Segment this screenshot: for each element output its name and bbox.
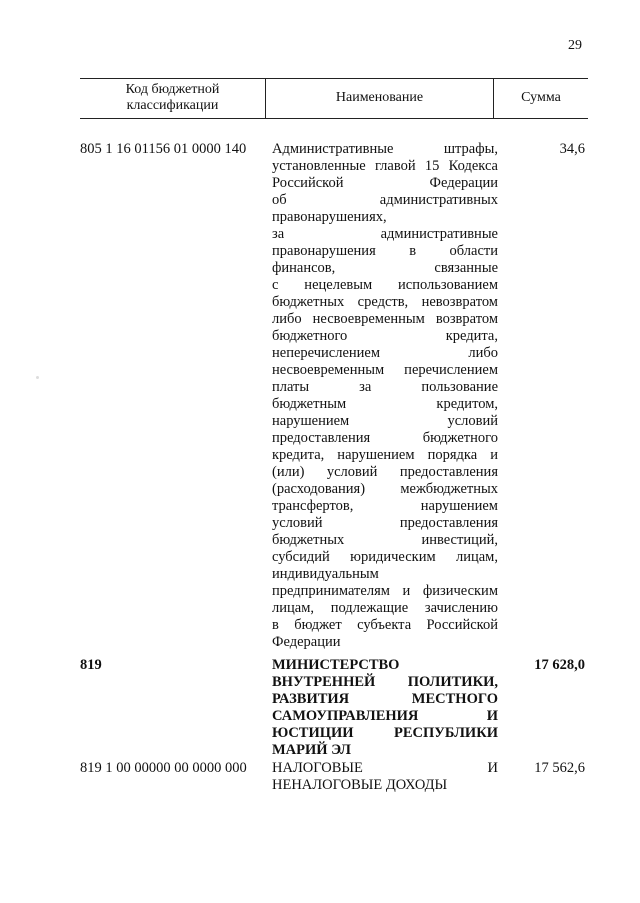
row-1-name-line: установленные главой 15 Кодекса — [272, 158, 498, 174]
row-1-name-line: условий предоставления — [272, 515, 498, 531]
header-code-line-1: Код бюджетной — [125, 82, 220, 97]
row-3-name-line: НАЛОГОВЫЕ И — [272, 760, 498, 776]
row-1-name-line: в бюджет субъекта Российской — [272, 617, 498, 633]
row-1-name-line: правонарушениях, — [272, 209, 387, 225]
row-1-name-line: трансфертов, нарушением — [272, 498, 498, 514]
row-2-name-line: ВНУТРЕННЕЙ ПОЛИТИКИ, — [272, 674, 498, 690]
row-2-name-line: ЮСТИЦИИ РЕСПУБЛИКИ — [272, 725, 498, 741]
row-1-name-line: (или) условий предоставления — [272, 464, 498, 480]
row-2-name-line: МАРИЙ ЭЛ — [272, 742, 351, 758]
header-sum: Сумма — [521, 90, 561, 105]
row-2-name — [272, 657, 498, 759]
row-1-name-line: об административных — [272, 192, 498, 208]
row-2-name-line: РАЗВИТИЯ МЕСТНОГО — [272, 691, 498, 707]
row-1-name-line: предпринимателям и физическим — [272, 583, 498, 599]
header-bottom-rule — [80, 118, 588, 119]
row-1-name-line: правонарушения в области — [272, 243, 498, 259]
row-2-name-line: САМОУПРАВЛЕНИЯ И — [272, 708, 498, 724]
row-1-name-line: Федерации — [272, 634, 341, 650]
row-1-name-line: бюджетных средств, невозвратом — [272, 294, 498, 310]
row-1-name-line: бюджетных инвестиций, — [272, 532, 498, 548]
row-1-name-line: лицам, подлежащие зачислению — [272, 600, 498, 616]
row-2-sum: 17 628,0 — [534, 657, 585, 673]
row-2-name-line: МИНИСТЕРСТВО — [272, 657, 400, 673]
row-1-name-line: бюджетным кредитом, — [272, 396, 498, 412]
row-2-code: 819 — [80, 657, 102, 673]
row-1-name-line: (расходования) межбюджетных — [272, 481, 498, 497]
row-1-name-line: за административные — [272, 226, 498, 242]
page-number: 29 — [568, 38, 582, 53]
row-1-name-line: субсидий юридическим лицам, — [272, 549, 498, 565]
row-1-name-line: предоставления бюджетного — [272, 430, 498, 446]
header-code-line-2: классификации — [126, 98, 219, 113]
row-1-name-line: с нецелевым использованием — [272, 277, 498, 293]
row-1-code: 805 1 16 01156 01 0000 140 — [80, 141, 247, 157]
header-name: Наименование — [335, 90, 424, 105]
row-1-name — [272, 141, 498, 651]
row-1-name-line: либо несвоевременным возвратом — [272, 311, 498, 327]
row-1-name-line: финансов, связанные — [272, 260, 498, 276]
row-1-name-line: бюджетного кредита, — [272, 328, 498, 344]
row-3-sum: 17 562,6 — [534, 760, 585, 776]
scan-speck — [36, 376, 39, 379]
header-code — [80, 78, 265, 118]
row-1-name-line: неперечислением либо — [272, 345, 498, 361]
row-1-name-line: нарушением условий — [272, 413, 498, 429]
row-1-name-line: Административные штрафы, — [272, 141, 498, 157]
row-1-name-line: кредита, нарушением порядка и — [272, 447, 498, 463]
row-1-sum: 34,6 — [559, 141, 585, 157]
row-3-name — [272, 760, 498, 794]
row-1-name-line: несвоевременным перечислением — [272, 362, 498, 378]
row-1-name-line: Российской Федерации — [272, 175, 498, 191]
row-1-name-line: платы за пользование — [272, 379, 498, 395]
row-3-name-line: НЕНАЛОГОВЫЕ ДОХОДЫ — [272, 777, 448, 793]
row-3-code: 819 1 00 00000 00 0000 000 — [80, 760, 247, 776]
row-1-name-line: индивидуальным — [272, 566, 379, 582]
